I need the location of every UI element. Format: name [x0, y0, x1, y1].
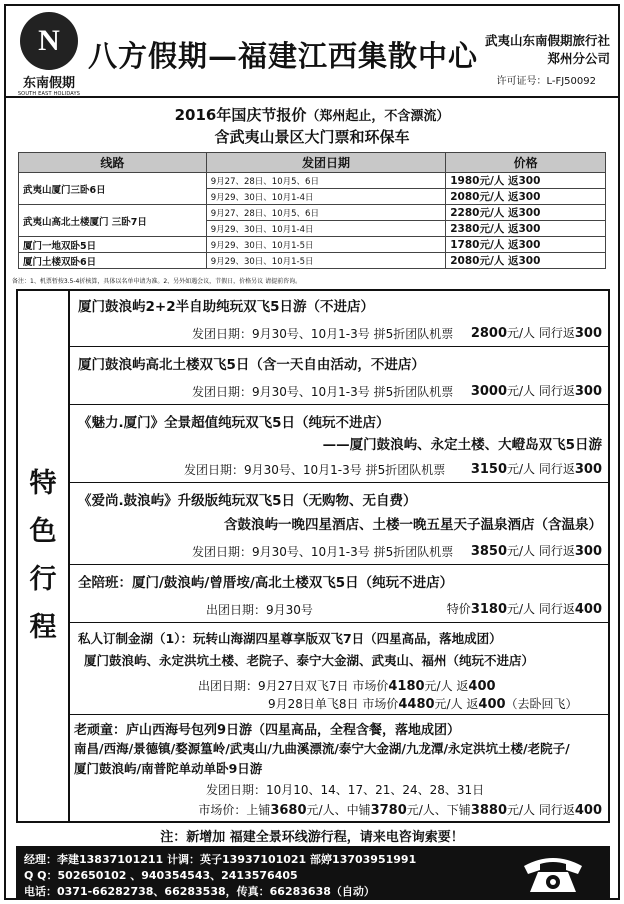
- table-row: [19, 173, 606, 189]
- price-note: 备注：1、机票暂按3.5-4折核算，具体以名单申请为准。2、另外如遇会议，节假日，价格另议 请提前咨询。: [12, 278, 302, 285]
- tour-title: 厦门鼓浪屿高北土楼双飞5日（含一天自由活动，不进店）: [78, 357, 425, 373]
- route-cell: 厦门一地双卧5日: [19, 237, 207, 253]
- tour-price: [471, 542, 602, 559]
- contact-line-2: Q Q：502650102 、940354543、2413576405: [24, 869, 298, 882]
- logo-en: SOUTH EAST HOLIDAYS: [17, 91, 81, 97]
- price-cell: 1980元/人 返300: [446, 173, 606, 189]
- tour-price-unit: 元/人 同行返: [507, 462, 575, 476]
- tour-price-unit: 元/人 同行返: [507, 602, 575, 616]
- company-name: [485, 32, 610, 68]
- tour-rebate: 300: [574, 384, 602, 399]
- contact-bar: [16, 846, 610, 900]
- tour-rebate: 300: [574, 544, 602, 559]
- table-row: [19, 205, 606, 221]
- special-tours: [16, 289, 610, 823]
- tour-price: [198, 801, 602, 818]
- tour-subtitle: ——厦门鼓浪屿、永定土楼、大嶝岛双飞5日游: [322, 437, 602, 453]
- tour-date: 发团日期：9月30号、10月1-3号 拼5折团队机票: [192, 545, 454, 559]
- tour-price-value: 3850: [470, 544, 507, 559]
- tour-date: 发团日期：9月30号、10月1-3号 拼5折团队机票: [192, 385, 454, 399]
- route-cell: 厦门土楼双卧6日: [19, 253, 207, 269]
- tour-rebate-1: 400: [468, 679, 496, 694]
- tour-title: 全陪班：厦门/鼓浪屿/曾厝垵/高北土楼双飞5日（纯玩不进店）: [78, 575, 454, 591]
- price-cell: 2380元/人 返300: [446, 221, 606, 237]
- page-title: 八方假期—福建江西集散中心: [88, 39, 479, 73]
- company-line-1: 武夷山东南假期旅行社: [484, 33, 610, 48]
- tour-item: [70, 483, 608, 565]
- tour-subtitle: 含鼓浪屿一晚四星酒店、土楼一晚五星天子温泉酒店（含温泉）: [224, 517, 602, 533]
- tour-item: [70, 565, 608, 623]
- tour-price-unit: 元/人 同行返: [507, 803, 575, 817]
- tour-rebate-2: 400: [478, 697, 506, 712]
- tour-price: [471, 382, 602, 399]
- tour-upper-price: 3680: [270, 803, 307, 818]
- special-label-char: 程: [29, 612, 57, 643]
- logo: [14, 12, 84, 97]
- tour-price-1: 4180: [388, 679, 425, 694]
- tour-date-2-label: 9月28日单飞8日 市场价: [268, 697, 399, 711]
- tour-price: [471, 460, 602, 477]
- price-cell: 2080元/人 返300: [446, 253, 606, 269]
- footer-note: 注：新增加 福建全景环线游行程，请来电咨询索要！: [160, 830, 464, 845]
- logo-icon: N: [20, 12, 78, 70]
- tour-date: 出团日期：9月30号: [206, 603, 313, 617]
- tour-item: [70, 291, 608, 347]
- tour-rebate-1-label: 元/人 返: [424, 679, 469, 693]
- price-table-header: [19, 153, 606, 173]
- col-date: 发团日期: [206, 153, 445, 173]
- tour-mid-price: 3780: [370, 803, 407, 818]
- tour-market-label: 市场价：上铺: [198, 803, 271, 817]
- tour-item: [70, 347, 608, 405]
- tour-price-prefix: 特价: [446, 602, 471, 616]
- special-label: [18, 291, 70, 821]
- tour-item: [70, 623, 608, 715]
- tour-title: 老顽童：庐山西海号包列9日游（四星高品，全程含餐，落地成团）: [74, 723, 461, 738]
- tour-rebate: 400: [574, 602, 602, 617]
- tour-price-value: 3180: [470, 602, 507, 617]
- tour-date-1: [198, 677, 496, 694]
- date-cell: 9月27、28日、10月5、6日: [206, 205, 445, 221]
- special-label-char: 特: [29, 468, 57, 499]
- col-route: 线路: [19, 153, 207, 173]
- date-cell: 9月29、30日、10月1-5日: [206, 237, 445, 253]
- route-cell: 武夷山厦门三卧6日: [19, 173, 207, 205]
- telephone-icon: [518, 850, 588, 896]
- tour-low-price: 3880: [470, 803, 507, 818]
- tour-subtitle: 厦门鼓浪屿、永定洪坑土楼、老院子、泰宁大金湖、武夷山、福州（纯玩不进店）: [84, 653, 535, 668]
- tour-title: 《魅力.厦门》全景超值纯玩双飞5日（纯玩不进店）: [78, 415, 390, 431]
- tour-price-value: 3150: [470, 462, 507, 477]
- date-cell: 9月29、30日、10月1-4日: [206, 221, 445, 237]
- col-price: 价格: [446, 153, 606, 173]
- tour-title: 厦门鼓浪屿2+2半自助纯玩双飞5日游（不进店）: [78, 299, 374, 315]
- tour-date: 发团日期：9月30号、10月1-3号 拼5折团队机票: [184, 463, 446, 477]
- contact-line-1: 经理：李建13837101211 计调：英子13937101021 部婷13703951991: [24, 853, 417, 866]
- tour-mid-label: 元/人、中铺: [306, 803, 371, 817]
- license-number: 许可证号：L-FJ50092: [496, 76, 596, 87]
- tour-date: 发团日期：9月30号、10月1-3号 拼5折团队机票: [192, 327, 454, 341]
- tour-price-value: 2800: [470, 326, 507, 341]
- tour-line-3: 厦门鼓浪屿/南普陀单动单卧9日游: [74, 761, 263, 776]
- tour-rebate: 300: [574, 326, 602, 341]
- tour-price-value: 3000: [470, 384, 507, 399]
- tour-line-2: 南昌/西海/景德镇/婺源篁岭/武夷山/九曲溪漂流/泰宁大金湖/九龙潭/永定洪坑土楼/老院子/: [74, 741, 570, 756]
- tour-price-2: 4480: [398, 697, 435, 712]
- tour-price-unit: 元/人 同行返: [507, 544, 575, 558]
- tour-price-unit: 元/人 同行返: [507, 326, 575, 340]
- date-cell: 9月29、30日、10月1-4日: [206, 189, 445, 205]
- price-title-note: （郑州起止，不含漂流）: [306, 109, 450, 124]
- tour-title: 私人订制金湖（1）：玩转山海湖四星尊享版双飞7日（四星高品，落地成团）: [78, 631, 502, 646]
- tour-low-label: 元/人、下铺: [406, 803, 471, 817]
- price-cell: 2080元/人 返300: [446, 189, 606, 205]
- tour-date-2: [268, 695, 578, 712]
- tour-price-unit: 元/人 同行返: [507, 384, 575, 398]
- tour-date: 发团日期：10月10、14、17、21、24、28、31日: [206, 783, 485, 797]
- tour-rebate-2-note: （去卧回飞）: [505, 697, 578, 711]
- price-title: [6, 104, 618, 125]
- header: [6, 6, 618, 98]
- tour-title: 《爱尚.鼓浪屿》升级版纯玩双飞5日（无购物、无自费）: [78, 493, 417, 509]
- date-cell: 9月27、28日、10月5、6日: [206, 173, 445, 189]
- price-subtitle: 含武夷山景区大门票和环保车: [214, 128, 410, 146]
- route-cell: 武夷山高北土楼厦门 三卧7日: [19, 205, 207, 237]
- tour-rebate-2-label: 元/人 返: [434, 697, 479, 711]
- price-cell: 2280元/人 返300: [446, 205, 606, 221]
- tour-rebate: 400: [574, 803, 602, 818]
- price-title-main: 2016年国庆节报价: [174, 106, 307, 124]
- logo-cn: 东南假期: [22, 76, 75, 91]
- tour-item: [70, 715, 608, 821]
- tour-rebate: 300: [574, 462, 602, 477]
- company-line-2: 郑州分公司: [547, 51, 610, 66]
- table-row: [19, 237, 606, 253]
- table-row: [19, 253, 606, 269]
- tour-item: [70, 405, 608, 483]
- date-cell: 9月29、30日、10月1-5日: [206, 253, 445, 269]
- tour-date-1-label: 出团日期：9月27日双飞7日 市场价: [198, 679, 389, 693]
- special-label-char: 行: [29, 564, 57, 595]
- flyer-page: [4, 4, 620, 900]
- price-table: [18, 152, 606, 269]
- contact-line-3: 电话：0371-66282738、66283538，传真：66283638（自动）: [24, 885, 375, 898]
- tour-price: [447, 600, 602, 617]
- special-label-char: 色: [29, 516, 57, 547]
- price-cell: 1780元/人 返300: [446, 237, 606, 253]
- tour-price: [471, 324, 602, 341]
